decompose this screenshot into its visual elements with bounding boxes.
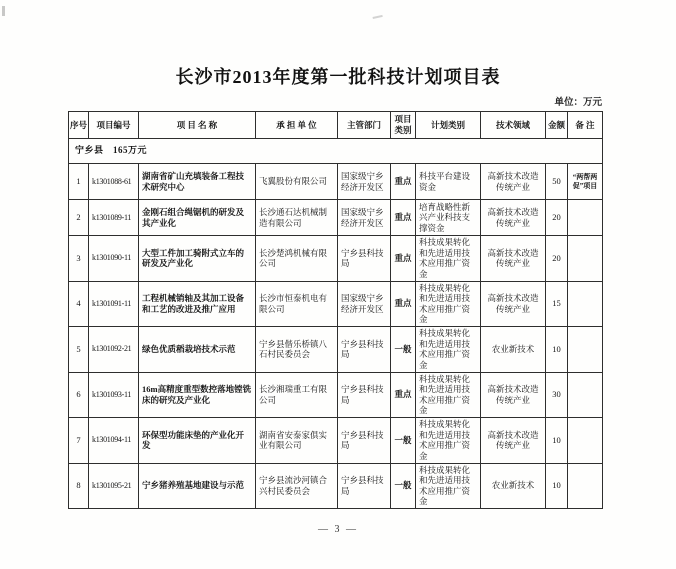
header-unit: 承 担 单 位 <box>256 112 338 139</box>
cell-code: k1301091-11 <box>89 281 139 327</box>
cell-no: 2 <box>69 200 89 236</box>
cell-unit: 湖南省安泰家俱实业有限公司 <box>256 418 338 464</box>
cell-name: 大型工件加工骑附式立车的研发及产业化 <box>139 236 256 282</box>
header-field: 技术领域 <box>481 112 546 139</box>
cell-category: 一般 <box>391 418 416 464</box>
cell-field: 高新技术改造传统产业 <box>481 236 546 282</box>
table-row <box>69 327 603 373</box>
cell-dept: 宁乡县科技局 <box>338 372 391 418</box>
cell-dept: 宁乡县科技局 <box>338 418 391 464</box>
group-row <box>69 139 603 164</box>
cell-field: 高新技术改造传统产业 <box>481 200 546 236</box>
table-row <box>69 281 603 327</box>
cell-remark <box>568 281 603 327</box>
cell-field: 高新技术改造传统产业 <box>481 418 546 464</box>
cell-no: 3 <box>69 236 89 282</box>
cell-code: k1301094-11 <box>89 418 139 464</box>
cell-field: 高新技术改造传统产业 <box>481 281 546 327</box>
cell-field: 高新技术改造传统产业 <box>481 164 546 200</box>
cell-remark <box>568 236 603 282</box>
cell-no: 8 <box>69 463 89 509</box>
cell-plan: 科技成果转化和先进适用技术应用推广资金 <box>416 418 481 464</box>
header-category: 项目 类别 <box>391 112 416 139</box>
cell-code: k1301088-61 <box>89 164 139 200</box>
header-remark: 备 注 <box>568 112 603 139</box>
cell-no: 5 <box>69 327 89 373</box>
project-table <box>68 111 603 509</box>
table-row <box>69 463 603 509</box>
cell-unit: 长沙市恒泰机电有限公司 <box>256 281 338 327</box>
cell-plan: 科技平台建设资金 <box>416 164 481 200</box>
cell-name: 宁乡猪养殖基地建设与示范 <box>139 463 256 509</box>
cell-plan: 科技成果转化和先进适用技术应用推广资金 <box>416 327 481 373</box>
cell-remark <box>568 418 603 464</box>
cell-dept: 国家级宁乡经济开发区 <box>338 281 391 327</box>
table-row <box>69 418 603 464</box>
cell-amount: 10 <box>546 418 568 464</box>
cell-category: 重点 <box>391 164 416 200</box>
cell-name: 绿色优质稻栽培技术示范 <box>139 327 256 373</box>
cell-code: k1301093-11 <box>89 372 139 418</box>
cell-amount: 10 <box>546 463 568 509</box>
cell-amount: 10 <box>546 327 568 373</box>
table-row <box>69 164 603 200</box>
cell-no: 7 <box>69 418 89 464</box>
document-title: 长沙市2013年度第一批科技计划项目表 <box>175 67 501 87</box>
cell-unit: 飞翼股份有限公司 <box>256 164 338 200</box>
cell-no: 6 <box>69 372 89 418</box>
cell-category: 重点 <box>391 372 416 418</box>
cell-name: 工程机械销轴及其加工设备和工艺的改进及推广应用 <box>139 281 256 327</box>
cell-name: 湖南省矿山充填装备工程技术研究中心 <box>139 164 256 200</box>
group-row-label: 宁乡县 165万元 <box>69 139 603 164</box>
page-number: — 3 — <box>318 524 358 535</box>
cell-category: 重点 <box>391 281 416 327</box>
cell-name: 16m高精度重型数控落地镗铣床的研究及产业化 <box>139 372 256 418</box>
cell-category: 重点 <box>391 236 416 282</box>
cell-dept: 宁乡县科技局 <box>338 236 391 282</box>
header-no: 序号 <box>69 112 89 139</box>
cell-amount: 15 <box>546 281 568 327</box>
table-header-row <box>69 112 603 139</box>
cell-unit: 长沙湘瑞重工有限公司 <box>256 372 338 418</box>
cell-amount: 30 <box>546 372 568 418</box>
cell-remark <box>568 327 603 373</box>
cell-plan: 科技成果转化和先进适用技术应用推广资金 <box>416 281 481 327</box>
header-plan: 计划类别 <box>416 112 481 139</box>
cell-category: 一般 <box>391 463 416 509</box>
cell-code: k1301090-11 <box>89 236 139 282</box>
cell-remark: “两帮两促”项目 <box>568 164 603 200</box>
header-code: 项目编号 <box>89 112 139 139</box>
cell-unit: 长沙通石达机械制造有限公司 <box>256 200 338 236</box>
cell-code: k1301089-11 <box>89 200 139 236</box>
cell-remark <box>568 200 603 236</box>
table-row <box>69 236 603 282</box>
cell-plan: 科技成果转化和先进适用技术应用推广资金 <box>416 236 481 282</box>
cell-dept: 宁乡县科技局 <box>338 327 391 373</box>
cell-amount: 20 <box>546 236 568 282</box>
cell-category: 一般 <box>391 327 416 373</box>
cell-plan: 科技成果转化和先进适用技术应用推广资金 <box>416 372 481 418</box>
scan-artifact-corner <box>2 6 5 16</box>
cell-name: 环保型功能床垫的产业化开发 <box>139 418 256 464</box>
cell-unit: 宁乡县流沙河镇合兴村民委员会 <box>256 463 338 509</box>
cell-plan: 科技成果转化和先进适用技术应用推广资金 <box>416 463 481 509</box>
cell-remark <box>568 372 603 418</box>
cell-field: 农业新技术 <box>481 327 546 373</box>
cell-amount: 20 <box>546 200 568 236</box>
cell-remark <box>568 463 603 509</box>
unit-note: 单位：万元 <box>554 98 602 108</box>
header-amount: 金额 <box>546 112 568 139</box>
cell-no: 4 <box>69 281 89 327</box>
header-name: 项 目 名 称 <box>139 112 256 139</box>
scan-artifact-smudge <box>371 9 382 19</box>
cell-dept: 宁乡县科技局 <box>338 463 391 509</box>
cell-field: 高新技术改造传统产业 <box>481 372 546 418</box>
cell-field: 农业新技术 <box>481 463 546 509</box>
cell-dept: 国家级宁乡经济开发区 <box>338 200 391 236</box>
table-row <box>69 200 603 236</box>
cell-plan: 培育战略性新兴产业科技支撑资金 <box>416 200 481 236</box>
cell-unit: 长沙楚鸿机械有限公司 <box>256 236 338 282</box>
table-row <box>69 372 603 418</box>
cell-dept: 国家级宁乡经济开发区 <box>338 164 391 200</box>
cell-no: 1 <box>69 164 89 200</box>
cell-name: 金刚石组合绳锯机的研发及其产业化 <box>139 200 256 236</box>
header-dept: 主管部门 <box>338 112 391 139</box>
cell-category: 重点 <box>391 200 416 236</box>
cell-code: k1301092-21 <box>89 327 139 373</box>
cell-code: k1301095-21 <box>89 463 139 509</box>
cell-amount: 50 <box>546 164 568 200</box>
cell-unit: 宁乡县偕乐桥镇八石村民委员会 <box>256 327 338 373</box>
